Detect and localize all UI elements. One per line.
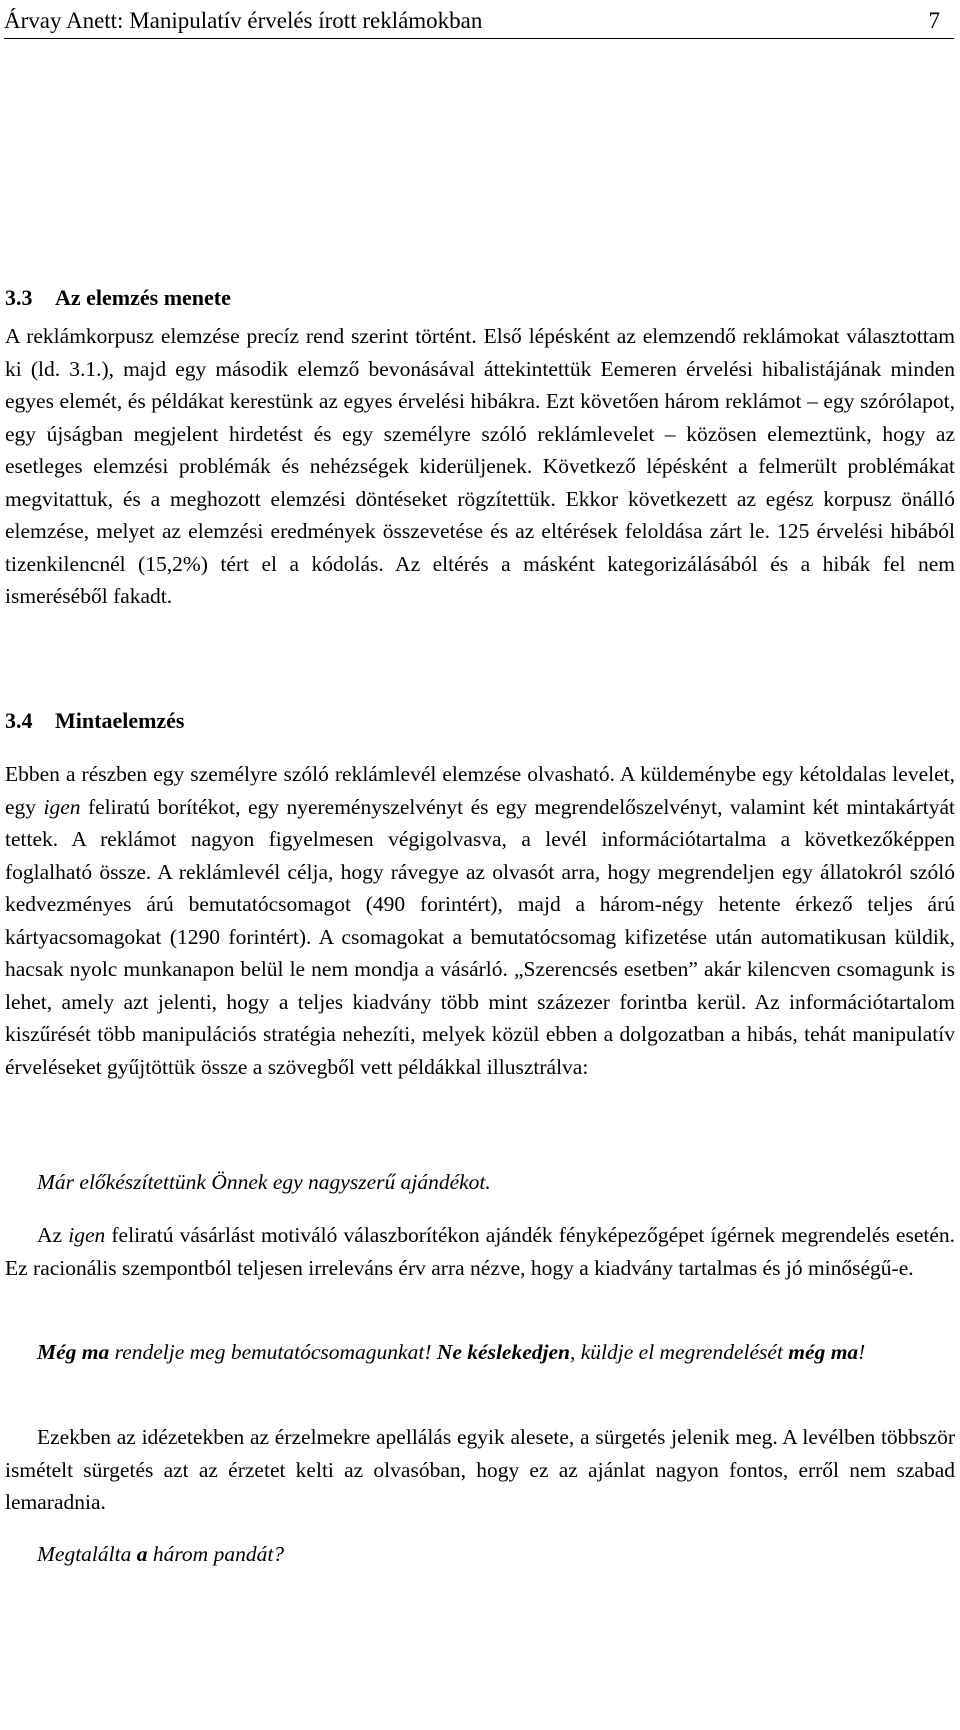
paragraph-text: feliratú borítékot, egy nyereményszelvényt és egy megrendelőszelvényt, valamint két mintakártyát tettek. A reklámot nagyon figyelmesen végigolvasva, a levél információtartalma a következőképpen foglalható össze. A reklámlevél célja, hogy rávegye az olvasót arra, hogy megrendeljen egy állatokról szóló kedvezményes árú bemutatócsomagot (490 forintért), majd a három-négy hetente érkező teljes árú kártyacsomagokat (1290 forintért). A csomagokat a bemutatócsomag kifizetése után automatikusan küldik, hacsak nyolc munkanapon belül le nem mondja a vásárló. „Szerencsés esetben” akár kilencven csomagunk is lehet, amely azt jelenti, hogy a teljes kiadvány több mint százezer forintba kerül. Az információtartalom kiszűrését több manipulációs stratégia nehezíti, melyek közül ebben a dolgozatban a hibás, tehát manipulatív érveléseket gyűjtöttük össze a szövegből vett példákkal illusztrálva: <box>5 794 955 1079</box>
running-header <box>4 4 954 39</box>
page-number: 7 <box>928 8 940 33</box>
quote-text: ! <box>858 1340 866 1364</box>
section-title: Mintaelemzés <box>55 708 185 733</box>
header-title: Árvay Anett: Manipulatív érvelés írott reklámokban <box>4 8 483 33</box>
quote-panda <box>37 1538 955 1571</box>
paragraph-text: Ebben a részben egy személyre szóló reklámlevél elemzése olvasható. A küldeménybe egy kétoldalas levelet, egy <box>5 762 955 819</box>
quote-text: három pandát? <box>152 1542 285 1566</box>
quote-text: Megtalálta <box>37 1542 132 1566</box>
section-title: Az elemzés menete <box>55 285 231 310</box>
paragraph-urgency-analysis: Ezekben az idézetekben az érzelmekre apellálás egyik alesete, a sürgetés jelenik meg. A levélben többször ismételt sürgetés azt az érzetet kelti az olvasóban, hogy ez az ajánlat nagyon fontos, erről nem szabad lemaradnia. <box>5 1425 955 1514</box>
section-heading-3-3 <box>5 284 231 312</box>
bold-phrase: Ne késlekedjen <box>436 1340 570 1364</box>
section-heading-3-4 <box>5 707 185 735</box>
emphasis-igen: igen <box>68 1223 106 1247</box>
emphasis-igen: igen <box>43 794 81 819</box>
paragraph-text: Az <box>37 1223 63 1247</box>
bold-phrase: még ma <box>788 1340 859 1364</box>
quote-urgency <box>5 1336 955 1369</box>
paragraph-analysis-process: A reklámkorpusz elemzése precíz rend szerint történt. Első lépésként az elemzendő reklámokat választottam ki (ld. 3.1.), majd egy második elemző bevonásával áttekintettük Eemeren érvelési hibalistájának minden egyes elemét, és példákat kerestünk az egyes érvelési hibákra. Ezt követően három reklámot – egy szórólapot, egy újságban megjelent hirdetést és egy személyre szóló reklámlevelet – közösen elemeztünk, hogy az esetleges elemzési problémák és nehézségek kiderüljenek. Következő lépésként a felmerült problémákat megvitattuk, és a meghozott elemzési döntéseket rögzítettük. Ekkor következett az egész korpusz önálló elemzése, melyet az elemzési eredmények összevetése és az eltérések feloldása zárt le. 125 érvelési hibából tizenkilencnél (15,2%) tért el a kódolás. Az eltérés a másként kategorizálásából és a hibák fel nem ismeréséből fakadt. <box>5 324 955 608</box>
quote-gift: Már előkészítettünk Önnek egy nagyszerű ajándékot. <box>37 1170 491 1194</box>
paragraph-gift-analysis <box>5 1219 955 1284</box>
bold-phrase: a <box>136 1542 148 1566</box>
paragraph-sample-intro <box>5 758 955 1083</box>
quote-text: , küldje el megrendelését <box>570 1340 783 1364</box>
section-number: 3.3 <box>5 285 33 310</box>
bold-phrase: Még ma <box>37 1340 110 1364</box>
quote-text: rendelje meg bemutatócsomagunkat! <box>114 1340 432 1364</box>
paragraph-text: feliratú vásárlást motiváló válaszborítékon ajándék fényképezőgépet ígérnek megrendelés esetén. Ez racionális szempontból teljesen irreleváns érv arra nézve, hogy a kiadvány tartalmas és jó minőségű-e. <box>5 1223 956 1280</box>
section-number: 3.4 <box>5 708 33 733</box>
